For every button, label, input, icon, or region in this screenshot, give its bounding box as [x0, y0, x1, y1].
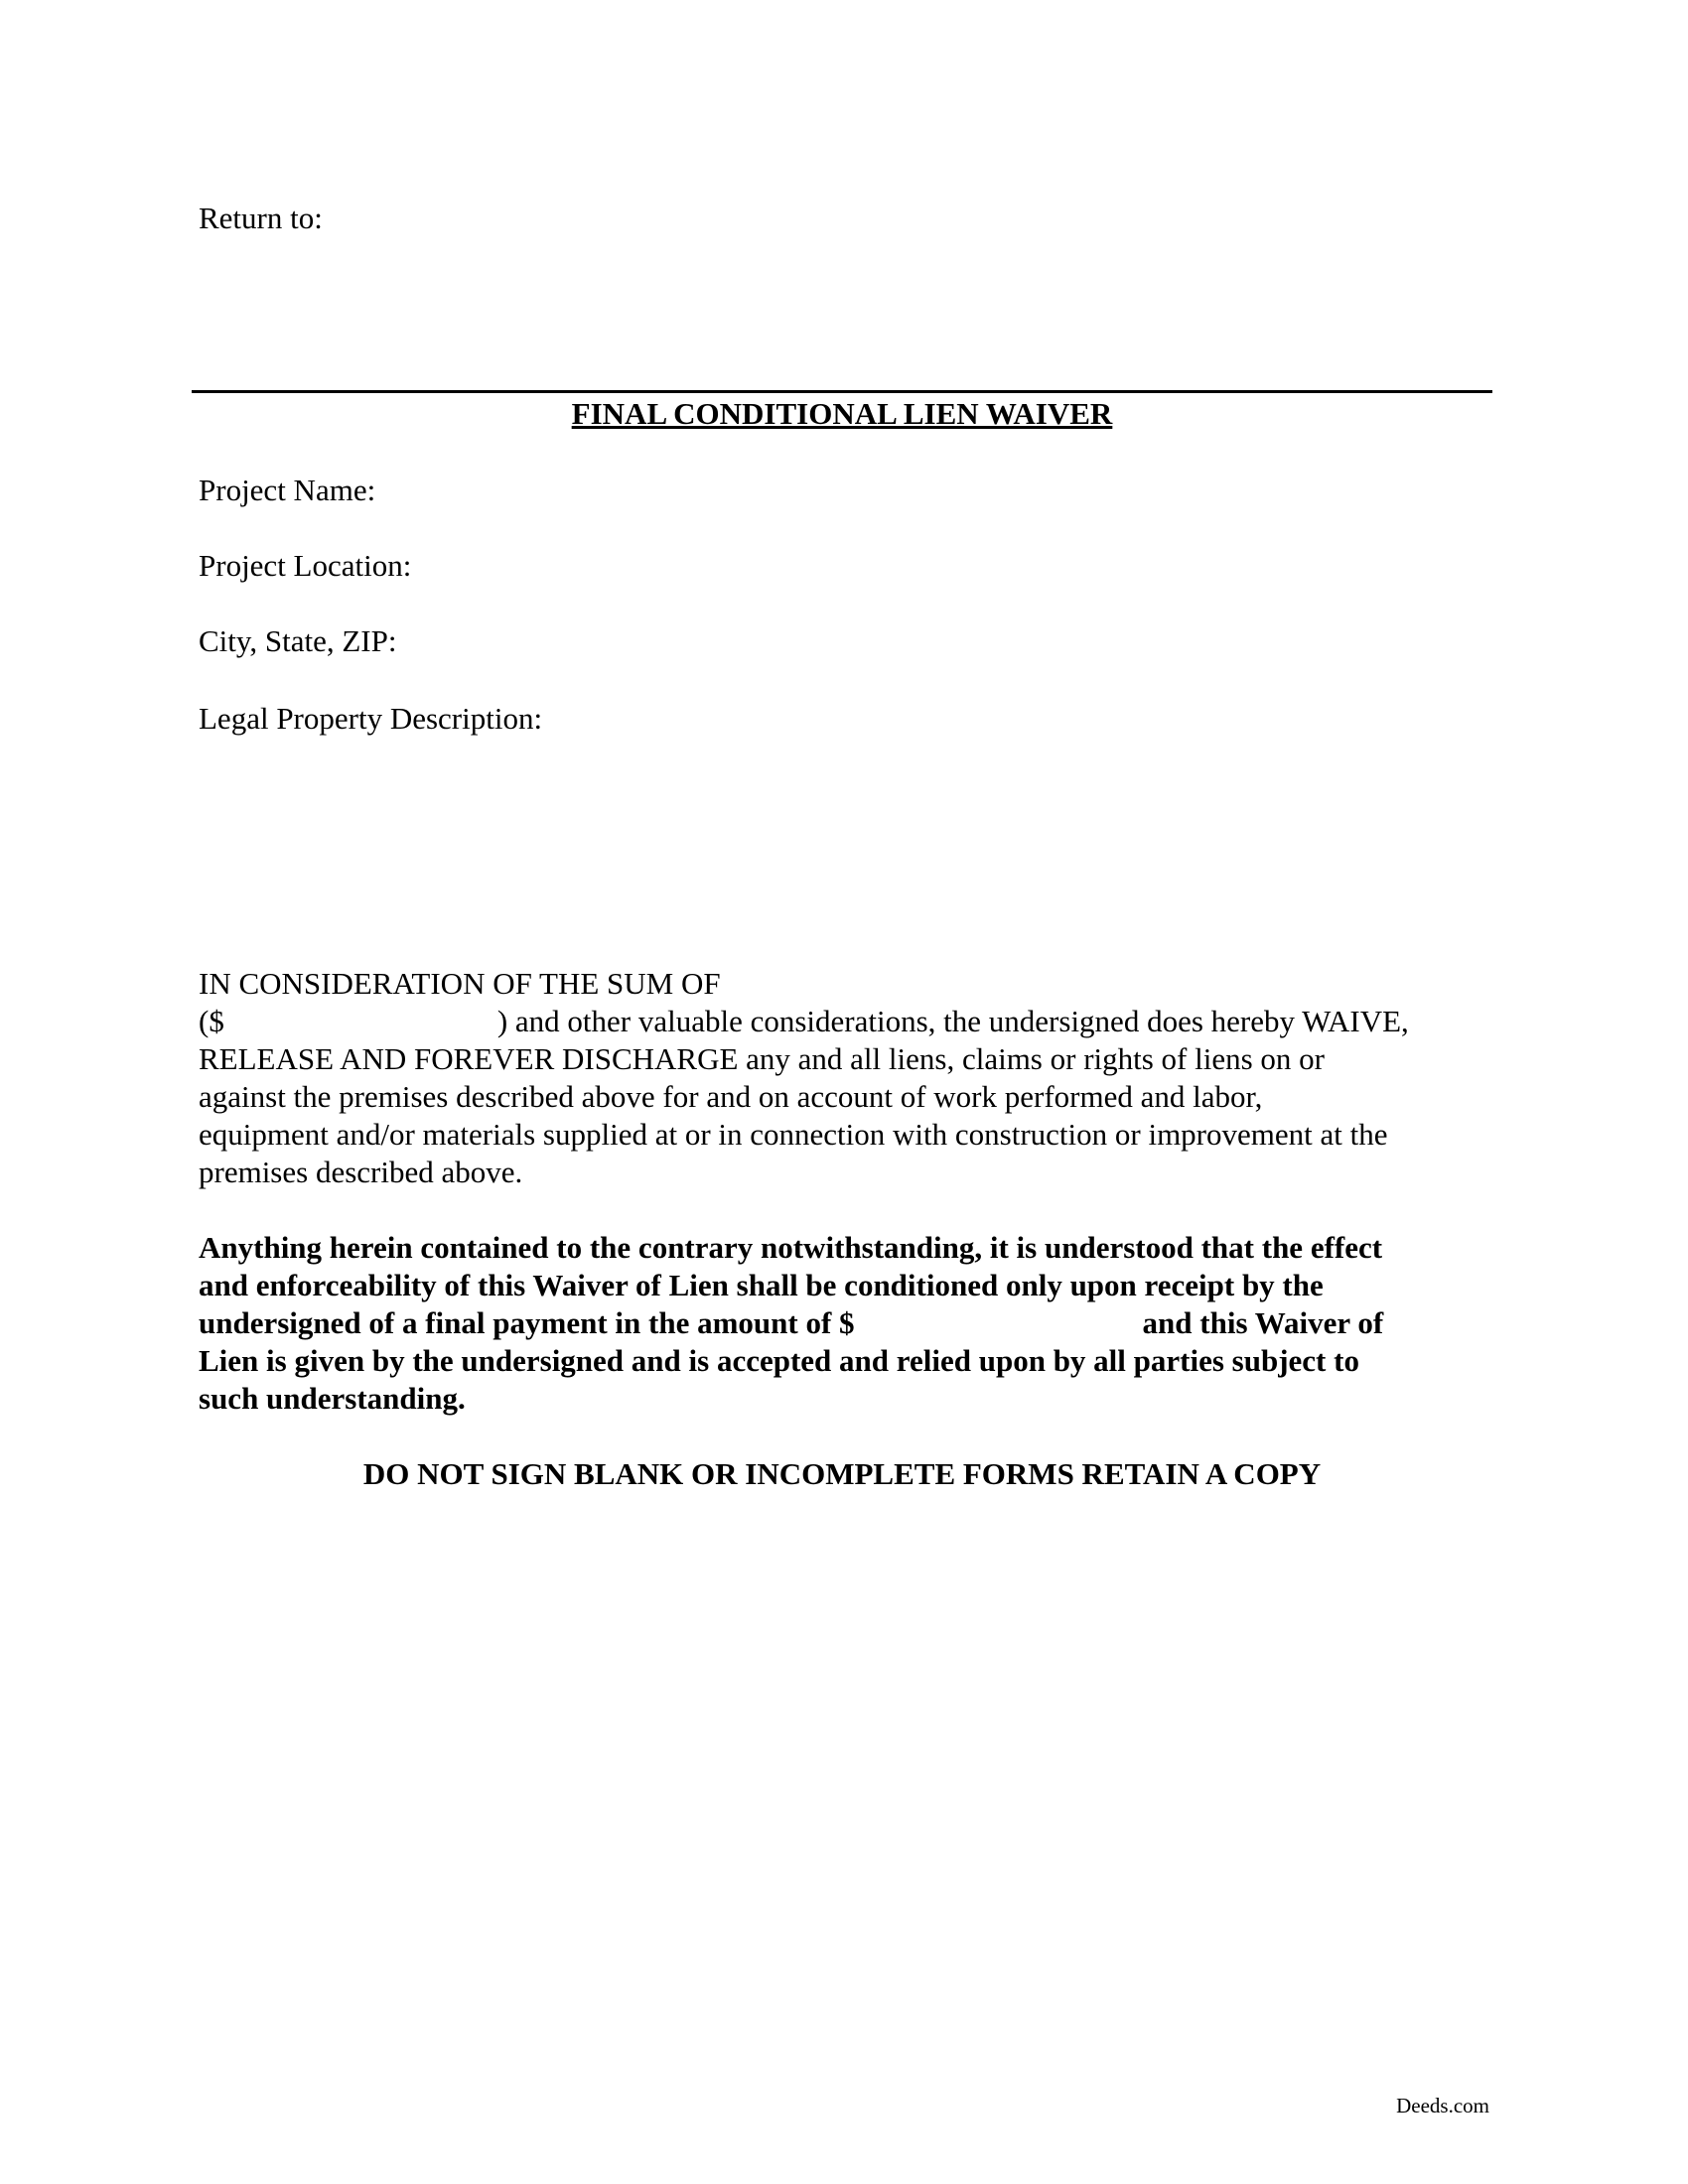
- condition-line: and enforceability of this Waiver of Lien shall be conditioned only upon receipt by the: [199, 1268, 1324, 1302]
- header-divider: [192, 390, 1492, 393]
- consideration-line: IN CONSIDERATION OF THE SUM OF: [199, 966, 721, 1001]
- warning-notice: DO NOT SIGN BLANK OR INCOMPLETE FORMS RETAIN A COPY: [362, 1456, 1322, 1491]
- city-state-zip-label: City, State, ZIP:: [199, 623, 397, 658]
- condition-payment-line: [199, 1304, 1499, 1342]
- condition-line: Lien is given by the undersigned and is accepted and relied upon by all parties subject to: [199, 1343, 1359, 1378]
- project-location-label: Project Location:: [199, 548, 412, 583]
- amount-suffix: ) and other valuable considerations, the undersigned does hereby WAIVE,: [496, 1004, 1409, 1038]
- consideration-line: equipment and/or materials supplied at or in connection with construction or improvement at the: [199, 1117, 1388, 1152]
- legal-description-label: Legal Property Description:: [199, 701, 543, 736]
- condition-line: Anything herein contained to the contrary notwithstanding, it is understood that the effect: [199, 1230, 1383, 1265]
- document-title: FINAL CONDITIONAL LIEN WAIVER: [571, 396, 1113, 431]
- condition-line: such understanding.: [199, 1381, 466, 1416]
- payment-suffix: and this Waiver of: [1142, 1305, 1384, 1340]
- consideration-paragraph: [199, 965, 1499, 1191]
- footer-source: Deeds.com: [1396, 2094, 1489, 2117]
- consideration-line: premises described above.: [199, 1155, 523, 1189]
- consideration-amount-line: [199, 1003, 1499, 1040]
- return-to-label: Return to:: [199, 201, 323, 235]
- amount-prefix: ($: [199, 1004, 224, 1038]
- payment-prefix: undersigned of a final payment in the amount of $: [199, 1305, 855, 1340]
- consideration-line: against the premises described above for and on account of work performed and labor,: [199, 1079, 1263, 1114]
- project-name-label: Project Name:: [199, 473, 376, 507]
- condition-paragraph: [199, 1229, 1499, 1418]
- consideration-line: RELEASE AND FOREVER DISCHARGE any and all liens, claims or rights of liens on or: [199, 1041, 1325, 1076]
